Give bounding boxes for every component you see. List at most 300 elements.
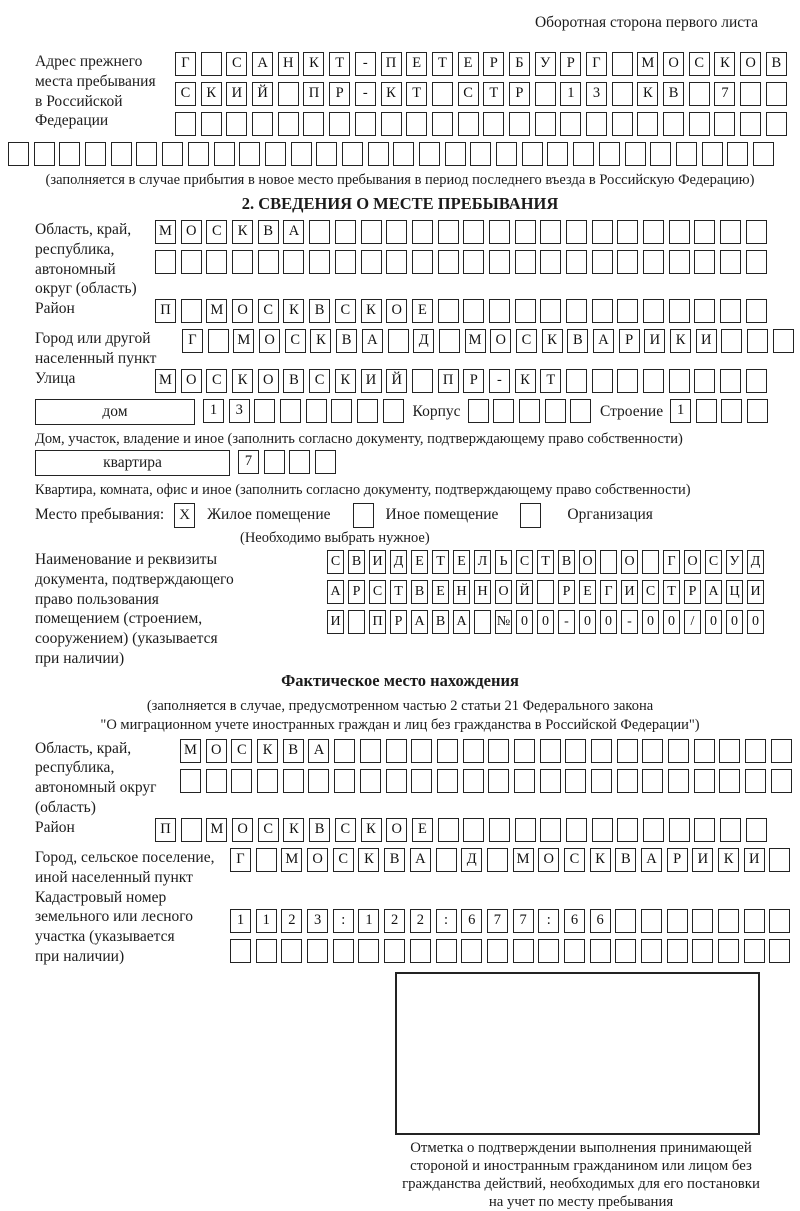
char-cell: Т — [432, 550, 449, 574]
char-cell: О — [259, 329, 280, 353]
char-cell: К — [257, 739, 278, 763]
char-cell — [309, 250, 330, 274]
char-cell — [432, 82, 453, 106]
char-cell: М — [465, 329, 486, 353]
char-cell — [744, 939, 765, 963]
char-cell: М — [206, 818, 227, 842]
house-number-cells — [203, 399, 409, 426]
prev-address-overflow-row — [8, 142, 800, 169]
char-cell — [509, 112, 530, 136]
char-cell — [667, 909, 688, 933]
char-cell: С — [175, 82, 196, 106]
char-cell — [280, 399, 301, 423]
char-cell: 3 — [229, 399, 250, 423]
option-residential-label: Жилое помещение — [207, 506, 331, 524]
cell-row — [327, 610, 768, 637]
char-cell — [489, 299, 510, 323]
char-cell — [335, 250, 356, 274]
char-cell: А — [308, 739, 329, 763]
char-cell — [289, 450, 310, 474]
char-cell: Н — [474, 580, 491, 604]
char-cell — [514, 739, 535, 763]
char-cell — [643, 220, 664, 244]
char-cell: А — [641, 848, 662, 872]
char-cell: К — [714, 52, 735, 76]
section2-title: 2. СВЕДЕНИЯ О МЕСТЕ ПРЕБЫВАНИЯ — [241, 194, 559, 213]
char-cell: Ц — [726, 580, 743, 604]
char-cell: П — [381, 52, 402, 76]
char-cell: 2 — [384, 909, 405, 933]
char-cell: С — [258, 818, 279, 842]
char-cell: 7 — [513, 909, 534, 933]
char-cell — [566, 818, 587, 842]
char-cell: М — [281, 848, 302, 872]
char-cell — [771, 769, 792, 793]
char-cell — [386, 220, 407, 244]
char-cell: И — [692, 848, 713, 872]
char-cell: М — [155, 369, 176, 393]
char-cell: Д — [461, 848, 482, 872]
char-cell — [136, 142, 157, 166]
char-cell — [599, 142, 620, 166]
char-cell: К — [670, 329, 691, 353]
char-cell — [358, 939, 379, 963]
char-cell: - — [355, 82, 376, 106]
char-cell: К — [358, 848, 379, 872]
char-cell — [740, 82, 761, 106]
char-cell — [348, 610, 365, 634]
char-cell — [642, 769, 663, 793]
char-cell — [591, 739, 612, 763]
char-cell: В — [567, 329, 588, 353]
char-cell — [381, 112, 402, 136]
char-cell — [463, 299, 484, 323]
char-cell — [540, 299, 561, 323]
char-cell: О — [740, 52, 761, 76]
char-cell: О — [206, 739, 227, 763]
char-cell: В — [558, 550, 575, 574]
char-cell: С — [206, 369, 227, 393]
char-cell — [368, 142, 389, 166]
char-cell — [410, 939, 431, 963]
char-cell: И — [644, 329, 665, 353]
prev-address-block — [35, 52, 800, 142]
char-cell: И — [226, 82, 247, 106]
house-note: Дом, участок, владение и иное (заполнить согласно документу, подтверждающему право собственности) — [35, 430, 683, 447]
char-cell — [669, 299, 690, 323]
char-cell: У — [535, 52, 556, 76]
char-cell — [637, 112, 658, 136]
char-cell — [747, 399, 768, 423]
char-cell — [308, 769, 329, 793]
char-cell: 0 — [663, 610, 680, 634]
char-cell: В — [309, 299, 330, 323]
char-cell — [769, 939, 790, 963]
char-cell — [34, 142, 55, 166]
char-cell: 1 — [560, 82, 581, 106]
actual-region-cells — [180, 739, 797, 799]
char-cell — [650, 142, 671, 166]
char-cell — [335, 220, 356, 244]
char-cell: К — [232, 220, 253, 244]
char-cell: И — [369, 550, 386, 574]
char-cell: О — [538, 848, 559, 872]
char-cell: О — [490, 329, 511, 353]
char-cell — [283, 769, 304, 793]
char-cell — [406, 112, 427, 136]
char-cell — [696, 399, 717, 423]
char-cell: Т — [432, 52, 453, 76]
checkbox-residential: X — [174, 503, 195, 528]
char-cell — [538, 939, 559, 963]
char-cell: 1 — [358, 909, 379, 933]
char-cell — [360, 769, 381, 793]
char-cell: О — [579, 550, 596, 574]
char-cell — [463, 220, 484, 244]
char-cell — [470, 142, 491, 166]
char-cell — [436, 939, 457, 963]
char-cell: Е — [406, 52, 427, 76]
region-block — [35, 220, 800, 299]
stay-type-label: Место пребывания: — [35, 506, 165, 524]
char-cell: : — [538, 909, 559, 933]
char-cell — [386, 769, 407, 793]
char-cell — [438, 220, 459, 244]
char-cell — [515, 250, 536, 274]
char-cell — [393, 142, 414, 166]
char-cell: Р — [483, 52, 504, 76]
char-cell — [515, 220, 536, 244]
char-cell — [309, 220, 330, 244]
city-label: Город или другой населенный пункт — [35, 330, 157, 368]
char-cell: К — [232, 369, 253, 393]
char-cell: 7 — [714, 82, 735, 106]
cell-row — [180, 769, 797, 796]
char-cell — [590, 939, 611, 963]
char-cell — [592, 369, 613, 393]
char-cell: О — [307, 848, 328, 872]
char-cell — [278, 112, 299, 136]
char-cell — [746, 818, 767, 842]
char-cell — [331, 399, 352, 423]
char-cell — [384, 939, 405, 963]
char-cell — [669, 818, 690, 842]
char-cell: П — [369, 610, 386, 634]
char-cell: 6 — [461, 909, 482, 933]
char-cell — [432, 112, 453, 136]
char-cell — [489, 220, 510, 244]
char-cell — [676, 142, 697, 166]
char-cell: Г — [586, 52, 607, 76]
char-cell: 0 — [537, 610, 554, 634]
char-cell — [642, 550, 659, 574]
char-cell — [291, 142, 312, 166]
district-block — [35, 299, 800, 329]
char-cell — [208, 329, 229, 353]
char-cell: 2 — [410, 909, 431, 933]
char-cell: Е — [453, 550, 470, 574]
cell-row — [155, 250, 772, 277]
char-cell: Е — [458, 52, 479, 76]
char-cell: А — [283, 220, 304, 244]
char-cell: Д — [747, 550, 764, 574]
char-cell: 0 — [747, 610, 764, 634]
char-cell: С — [335, 818, 356, 842]
char-cell: О — [181, 369, 202, 393]
char-cell: А — [411, 610, 428, 634]
cell-row — [155, 220, 772, 247]
char-cell — [201, 52, 222, 76]
char-cell — [206, 250, 227, 274]
char-cell: Г — [175, 52, 196, 76]
char-cell — [357, 399, 378, 423]
actual-city-label: Город, сельское поселение, иной населенный пункт — [35, 848, 215, 886]
char-cell: С — [516, 550, 533, 574]
char-cell — [702, 142, 723, 166]
char-cell — [720, 299, 741, 323]
char-cell — [617, 220, 638, 244]
char-cell — [721, 329, 742, 353]
char-cell — [719, 769, 740, 793]
char-cell: 3 — [586, 82, 607, 106]
char-cell — [257, 769, 278, 793]
char-cell: К — [515, 369, 536, 393]
char-cell — [514, 769, 535, 793]
char-cell: Р — [509, 82, 530, 106]
document-label: Наименование и реквизиты документа, подтверждающего право пользования помещением (строением, сооружением) (указывается при наличии) — [35, 550, 234, 668]
actual-region-label: Область, край, республика, автономный округ (область) — [35, 739, 157, 817]
char-cell — [386, 739, 407, 763]
char-cell: - — [621, 610, 638, 634]
char-cell — [463, 769, 484, 793]
char-cell: Ь — [495, 550, 512, 574]
char-cell — [303, 112, 324, 136]
char-cell — [85, 142, 106, 166]
char-cell — [59, 142, 80, 166]
char-cell — [615, 939, 636, 963]
char-cell: П — [303, 82, 324, 106]
char-cell — [474, 610, 491, 634]
char-cell — [239, 142, 260, 166]
char-cell — [744, 909, 765, 933]
apartment-number-cells — [238, 450, 341, 477]
option-organization-label: Организация — [567, 506, 653, 524]
char-cell: К — [381, 82, 402, 106]
char-cell: Р — [558, 580, 575, 604]
char-cell — [437, 739, 458, 763]
char-cell — [612, 112, 633, 136]
char-cell — [540, 220, 561, 244]
char-cell — [252, 112, 273, 136]
char-cell — [307, 939, 328, 963]
char-cell: 6 — [590, 909, 611, 933]
char-cell — [201, 112, 222, 136]
char-cell — [566, 299, 587, 323]
char-cell: - — [355, 52, 376, 76]
char-cell: С — [231, 739, 252, 763]
char-cell — [573, 142, 594, 166]
char-cell — [745, 769, 766, 793]
char-cell: В — [336, 329, 357, 353]
actual-location-title: Фактическое место нахождения — [281, 670, 519, 690]
char-cell — [740, 112, 761, 136]
char-cell — [694, 250, 715, 274]
char-cell: Р — [667, 848, 688, 872]
char-cell: Е — [432, 580, 449, 604]
stroenie-cells — [670, 399, 773, 426]
char-cell — [615, 909, 636, 933]
actual-region-block — [35, 739, 800, 818]
char-cell — [188, 142, 209, 166]
char-cell — [746, 250, 767, 274]
char-cell: М — [637, 52, 658, 76]
char-cell — [766, 82, 787, 106]
char-cell — [641, 909, 662, 933]
char-cell — [515, 299, 536, 323]
char-cell: А — [593, 329, 614, 353]
char-cell — [388, 329, 409, 353]
cell-row — [155, 299, 772, 326]
char-cell — [537, 580, 554, 604]
char-cell: С — [689, 52, 710, 76]
char-cell: О — [621, 550, 638, 574]
char-cell — [519, 399, 540, 423]
char-cell — [230, 939, 251, 963]
char-cell — [283, 250, 304, 274]
char-cell — [535, 112, 556, 136]
char-cell — [8, 142, 29, 166]
char-cell — [694, 369, 715, 393]
char-cell — [463, 739, 484, 763]
char-cell — [438, 250, 459, 274]
char-cell — [600, 550, 617, 574]
cell-row — [327, 580, 768, 607]
char-cell: Г — [663, 550, 680, 574]
char-cell — [689, 82, 710, 106]
char-cell — [180, 769, 201, 793]
checkbox-organization — [520, 503, 541, 528]
confirmation-stamp-box — [395, 972, 760, 1135]
char-cell: С — [642, 580, 659, 604]
char-cell — [643, 818, 664, 842]
char-cell — [206, 769, 227, 793]
char-cell — [463, 250, 484, 274]
char-cell — [155, 250, 176, 274]
char-cell — [181, 818, 202, 842]
char-cell: А — [362, 329, 383, 353]
char-cell: Е — [412, 818, 433, 842]
char-cell: 1 — [256, 909, 277, 933]
char-cell — [625, 142, 646, 166]
char-cell — [565, 769, 586, 793]
checkbox-other-premises — [353, 503, 374, 528]
char-cell: О — [495, 580, 512, 604]
char-cell — [111, 142, 132, 166]
char-cell — [689, 112, 710, 136]
char-cell — [445, 142, 466, 166]
char-cell: К — [590, 848, 611, 872]
char-cell — [412, 250, 433, 274]
char-cell — [771, 739, 792, 763]
cell-row — [230, 848, 795, 875]
char-cell — [540, 769, 561, 793]
cell-row — [175, 112, 792, 139]
char-cell — [617, 739, 638, 763]
actual-location-note: (заполняется в случае, предусмотренном частью 2 статьи 21 Федерального закона "О миграционном учете иностранных граждан и лиц без гражданства в Российской Федерации") — [100, 697, 700, 733]
char-cell: М — [206, 299, 227, 323]
prev-address-label: Адрес прежнего места пребывания в Российской Федерации — [35, 53, 156, 130]
char-cell: О — [181, 220, 202, 244]
char-cell — [643, 369, 664, 393]
char-cell — [694, 769, 715, 793]
char-cell: Е — [579, 580, 596, 604]
page-header-note: Оборотная сторона первого листа — [534, 14, 758, 31]
char-cell — [355, 112, 376, 136]
street-block — [35, 369, 800, 399]
char-cell: - — [489, 369, 510, 393]
char-cell — [438, 818, 459, 842]
char-cell: Д — [390, 550, 407, 574]
char-cell — [522, 142, 543, 166]
char-cell: № — [495, 610, 512, 634]
char-cell: П — [155, 818, 176, 842]
actual-city-block — [35, 848, 800, 888]
char-cell — [727, 142, 748, 166]
char-cell: 0 — [516, 610, 533, 634]
actual-district-block — [35, 818, 800, 848]
char-cell — [560, 112, 581, 136]
char-cell: Н — [278, 52, 299, 76]
char-cell — [769, 848, 790, 872]
district-label: Район — [35, 300, 75, 318]
char-cell — [692, 939, 713, 963]
char-cell: Т — [540, 369, 561, 393]
char-cell: Г — [230, 848, 251, 872]
char-cell — [488, 769, 509, 793]
char-cell — [181, 299, 202, 323]
char-cell: И — [361, 369, 382, 393]
char-cell — [412, 220, 433, 244]
char-cell — [566, 220, 587, 244]
char-cell: Й — [516, 580, 533, 604]
char-cell: М — [155, 220, 176, 244]
char-cell — [617, 250, 638, 274]
char-cell — [226, 112, 247, 136]
char-cell: С — [369, 580, 386, 604]
char-cell — [361, 220, 382, 244]
char-cell — [566, 250, 587, 274]
char-cell: А — [705, 580, 722, 604]
char-cell — [612, 82, 633, 106]
char-cell: Т — [406, 82, 427, 106]
char-cell: Р — [329, 82, 350, 106]
cell-row — [230, 939, 795, 966]
char-cell — [566, 369, 587, 393]
char-cell — [214, 142, 235, 166]
char-cell — [592, 818, 613, 842]
apartment-type-box: квартира — [35, 450, 230, 476]
document-cells — [327, 550, 768, 640]
char-cell: И — [621, 580, 638, 604]
char-cell: В — [283, 369, 304, 393]
char-cell: О — [663, 52, 684, 76]
char-cell: В — [348, 550, 365, 574]
char-cell: С — [564, 848, 585, 872]
house-type-box: дом — [35, 399, 195, 425]
char-cell: 0 — [705, 610, 722, 634]
char-cell: Р — [390, 610, 407, 634]
cell-row — [230, 909, 795, 936]
